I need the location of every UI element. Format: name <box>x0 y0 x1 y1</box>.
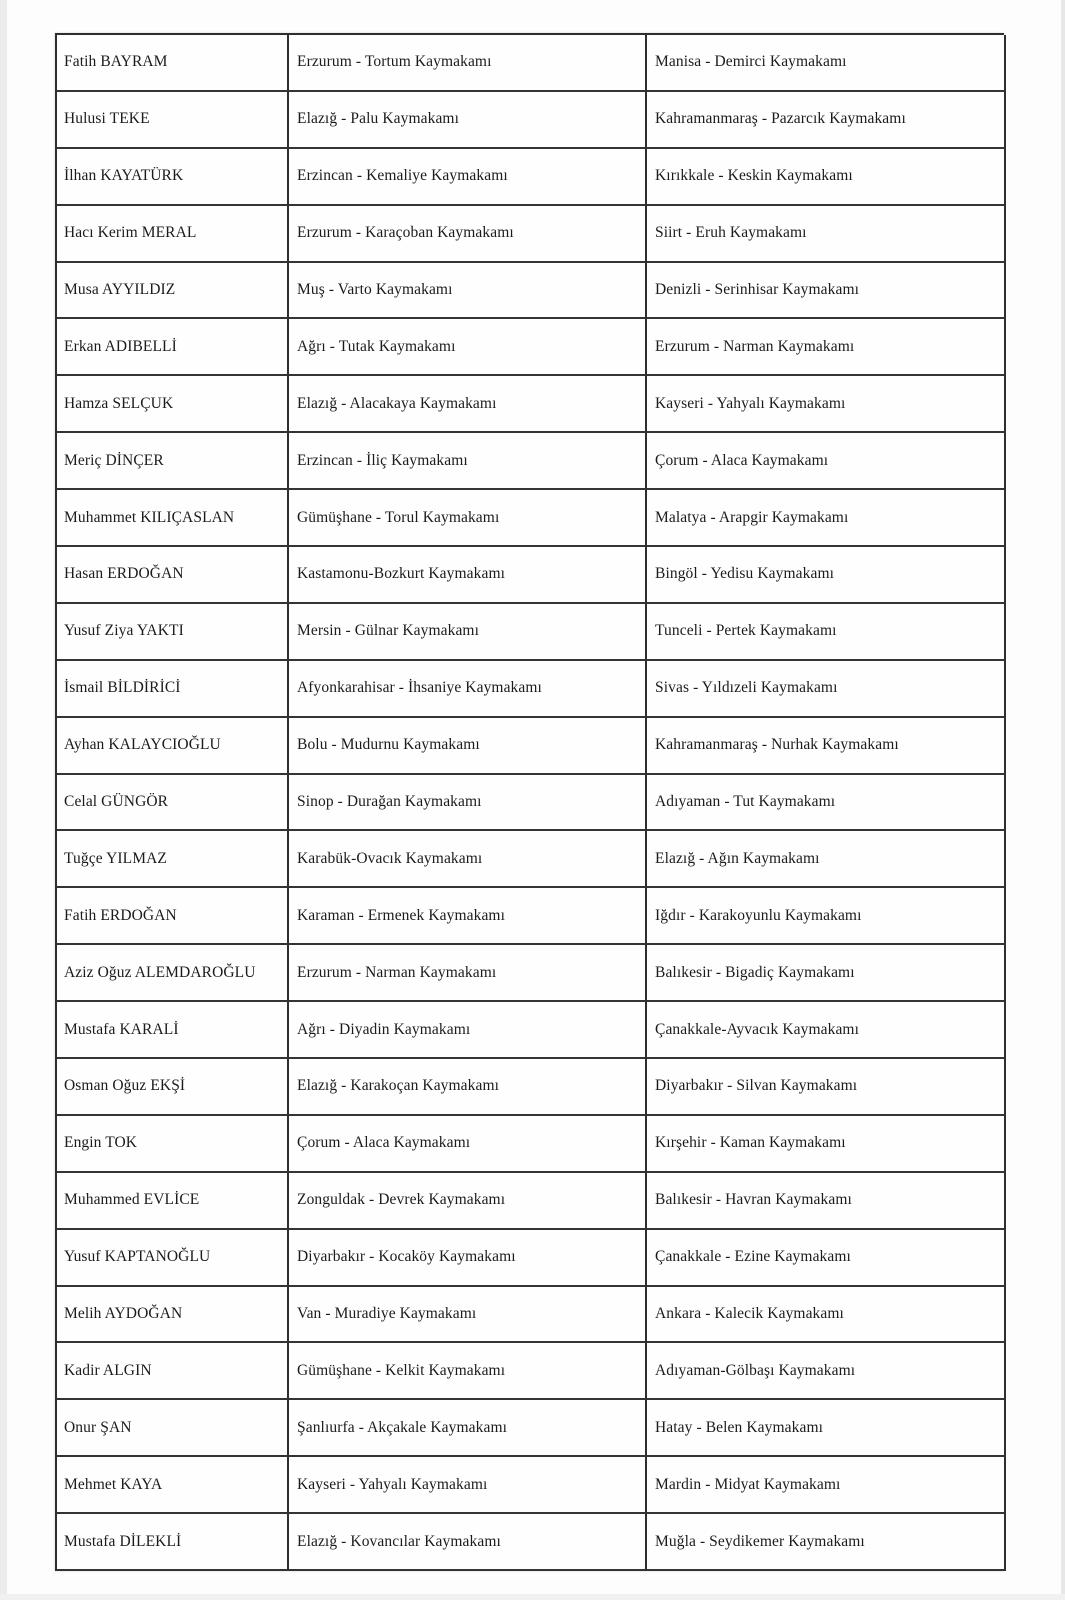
current-post-cell: Kayseri - Yahyalı Kaymakamı <box>289 1457 647 1514</box>
current-post-cell: Ağrı - Tutak Kaymakamı <box>289 319 647 376</box>
current-post-cell: Muş - Varto Kaymakamı <box>289 263 647 320</box>
appointee-name-cell: İsmail BİLDİRİCİ <box>57 661 289 718</box>
appointee-name-cell: İlhan KAYATÜRK <box>57 149 289 206</box>
new-post-cell: Çorum - Alaca Kaymakamı <box>647 433 1006 490</box>
appointee-name-cell: Fatih BAYRAM <box>57 35 289 92</box>
appointee-name-cell: Hasan ERDOĞAN <box>57 547 289 604</box>
current-post-cell: Bolu - Mudurnu Kaymakamı <box>289 718 647 775</box>
new-post-cell: Hatay - Belen Kaymakamı <box>647 1400 1006 1457</box>
appointee-name-cell: Aziz Oğuz ALEMDAROĞLU <box>57 945 289 1002</box>
current-post-cell: Zonguldak - Devrek Kaymakamı <box>289 1173 647 1230</box>
appointments-table <box>55 33 1004 1571</box>
appointee-name-cell: Yusuf KAPTANOĞLU <box>57 1230 289 1287</box>
current-post-cell: Erzincan - Kemaliye Kaymakamı <box>289 149 647 206</box>
appointee-name-cell: Fatih ERDOĞAN <box>57 888 289 945</box>
appointee-name-cell: Yusuf Ziya YAKTI <box>57 604 289 661</box>
current-post-cell: Gümüşhane - Kelkit Kaymakamı <box>289 1343 647 1400</box>
appointee-name-cell: Ayhan KALAYCIOĞLU <box>57 718 289 775</box>
current-post-cell: Afyonkarahisar - İhsaniye Kaymakamı <box>289 661 647 718</box>
new-post-cell: Kahramanmaraş - Nurhak Kaymakamı <box>647 718 1006 775</box>
current-post-cell: Gümüşhane - Torul Kaymakamı <box>289 490 647 547</box>
current-post-cell: Van - Muradiye Kaymakamı <box>289 1287 647 1344</box>
new-post-cell: Bingöl - Yedisu Kaymakamı <box>647 547 1006 604</box>
new-post-cell: Erzurum - Narman Kaymakamı <box>647 319 1006 376</box>
current-post-cell: Elazığ - Karakoçan Kaymakamı <box>289 1059 647 1116</box>
new-post-cell: Manisa - Demirci Kaymakamı <box>647 35 1006 92</box>
new-post-cell: Çanakkale - Ezine Kaymakamı <box>647 1230 1006 1287</box>
new-post-cell: Denizli - Serinhisar Kaymakamı <box>647 263 1006 320</box>
new-post-cell: Sivas - Yıldızeli Kaymakamı <box>647 661 1006 718</box>
appointee-name-cell: Meriç DİNÇER <box>57 433 289 490</box>
appointee-name-cell: Onur ŞAN <box>57 1400 289 1457</box>
current-post-cell: Diyarbakır - Kocaköy Kaymakamı <box>289 1230 647 1287</box>
current-post-cell: Sinop - Durağan Kaymakamı <box>289 775 647 832</box>
new-post-cell: Malatya - Arapgir Kaymakamı <box>647 490 1006 547</box>
new-post-cell: Diyarbakır - Silvan Kaymakamı <box>647 1059 1006 1116</box>
new-post-cell: Siirt - Eruh Kaymakamı <box>647 206 1006 263</box>
new-post-cell: Balıkesir - Bigadiç Kaymakamı <box>647 945 1006 1002</box>
current-post-cell: Elazığ - Kovancılar Kaymakamı <box>289 1514 647 1571</box>
appointee-name-cell: Mustafa DİLEKLİ <box>57 1514 289 1571</box>
scan-page-edge-bottom <box>0 1594 1065 1600</box>
current-post-cell: Çorum - Alaca Kaymakamı <box>289 1116 647 1173</box>
appointee-name-cell: Muhammed EVLİCE <box>57 1173 289 1230</box>
new-post-cell: Çanakkale-Ayvacık Kaymakamı <box>647 1002 1006 1059</box>
new-post-cell: Ankara - Kalecik Kaymakamı <box>647 1287 1006 1344</box>
new-post-cell: Mardin - Midyat Kaymakamı <box>647 1457 1006 1514</box>
new-post-cell: Kırşehir - Kaman Kaymakamı <box>647 1116 1006 1173</box>
current-post-cell: Erzurum - Tortum Kaymakamı <box>289 35 647 92</box>
appointee-name-cell: Erkan ADIBELLİ <box>57 319 289 376</box>
appointee-name-cell: Muhammet KILIÇASLAN <box>57 490 289 547</box>
appointee-name-cell: Melih AYDOĞAN <box>57 1287 289 1344</box>
appointee-name-cell: Tuğçe YILMAZ <box>57 831 289 888</box>
appointee-name-cell: Engin TOK <box>57 1116 289 1173</box>
current-post-cell: Mersin - Gülnar Kaymakamı <box>289 604 647 661</box>
appointee-name-cell: Mehmet KAYA <box>57 1457 289 1514</box>
new-post-cell: Balıkesir - Havran Kaymakamı <box>647 1173 1006 1230</box>
new-post-cell: Tunceli - Pertek Kaymakamı <box>647 604 1006 661</box>
current-post-cell: Şanlıurfa - Akçakale Kaymakamı <box>289 1400 647 1457</box>
current-post-cell: Erzincan - İliç Kaymakamı <box>289 433 647 490</box>
current-post-cell: Ağrı - Diyadin Kaymakamı <box>289 1002 647 1059</box>
new-post-cell: Kayseri - Yahyalı Kaymakamı <box>647 376 1006 433</box>
new-post-cell: Muğla - Seydikemer Kaymakamı <box>647 1514 1006 1571</box>
current-post-cell: Karaman - Ermenek Kaymakamı <box>289 888 647 945</box>
appointee-name-cell: Hacı Kerim MERAL <box>57 206 289 263</box>
appointee-name-cell: Hamza SELÇUK <box>57 376 289 433</box>
current-post-cell: Erzurum - Karaçoban Kaymakamı <box>289 206 647 263</box>
new-post-cell: Adıyaman - Tut Kaymakamı <box>647 775 1006 832</box>
appointee-name-cell: Hulusi TEKE <box>57 92 289 149</box>
appointee-name-cell: Celal GÜNGÖR <box>57 775 289 832</box>
current-post-cell: Elazığ - Alacakaya Kaymakamı <box>289 376 647 433</box>
scan-page-edge-left <box>0 0 7 1600</box>
new-post-cell: Iğdır - Karakoyunlu Kaymakamı <box>647 888 1006 945</box>
new-post-cell: Elazığ - Ağın Kaymakamı <box>647 831 1006 888</box>
current-post-cell: Kastamonu-Bozkurt Kaymakamı <box>289 547 647 604</box>
appointee-name-cell: Kadir ALGIN <box>57 1343 289 1400</box>
current-post-cell: Erzurum - Narman Kaymakamı <box>289 945 647 1002</box>
current-post-cell: Elazığ - Palu Kaymakamı <box>289 92 647 149</box>
new-post-cell: Kahramanmaraş - Pazarcık Kaymakamı <box>647 92 1006 149</box>
new-post-cell: Adıyaman-Gölbaşı Kaymakamı <box>647 1343 1006 1400</box>
appointee-name-cell: Musa AYYILDIZ <box>57 263 289 320</box>
appointee-name-cell: Osman Oğuz EKŞİ <box>57 1059 289 1116</box>
current-post-cell: Karabük-Ovacık Kaymakamı <box>289 831 647 888</box>
appointee-name-cell: Mustafa KARALİ <box>57 1002 289 1059</box>
scan-page-edge-right <box>1061 0 1065 1600</box>
new-post-cell: Kırıkkale - Keskin Kaymakamı <box>647 149 1006 206</box>
